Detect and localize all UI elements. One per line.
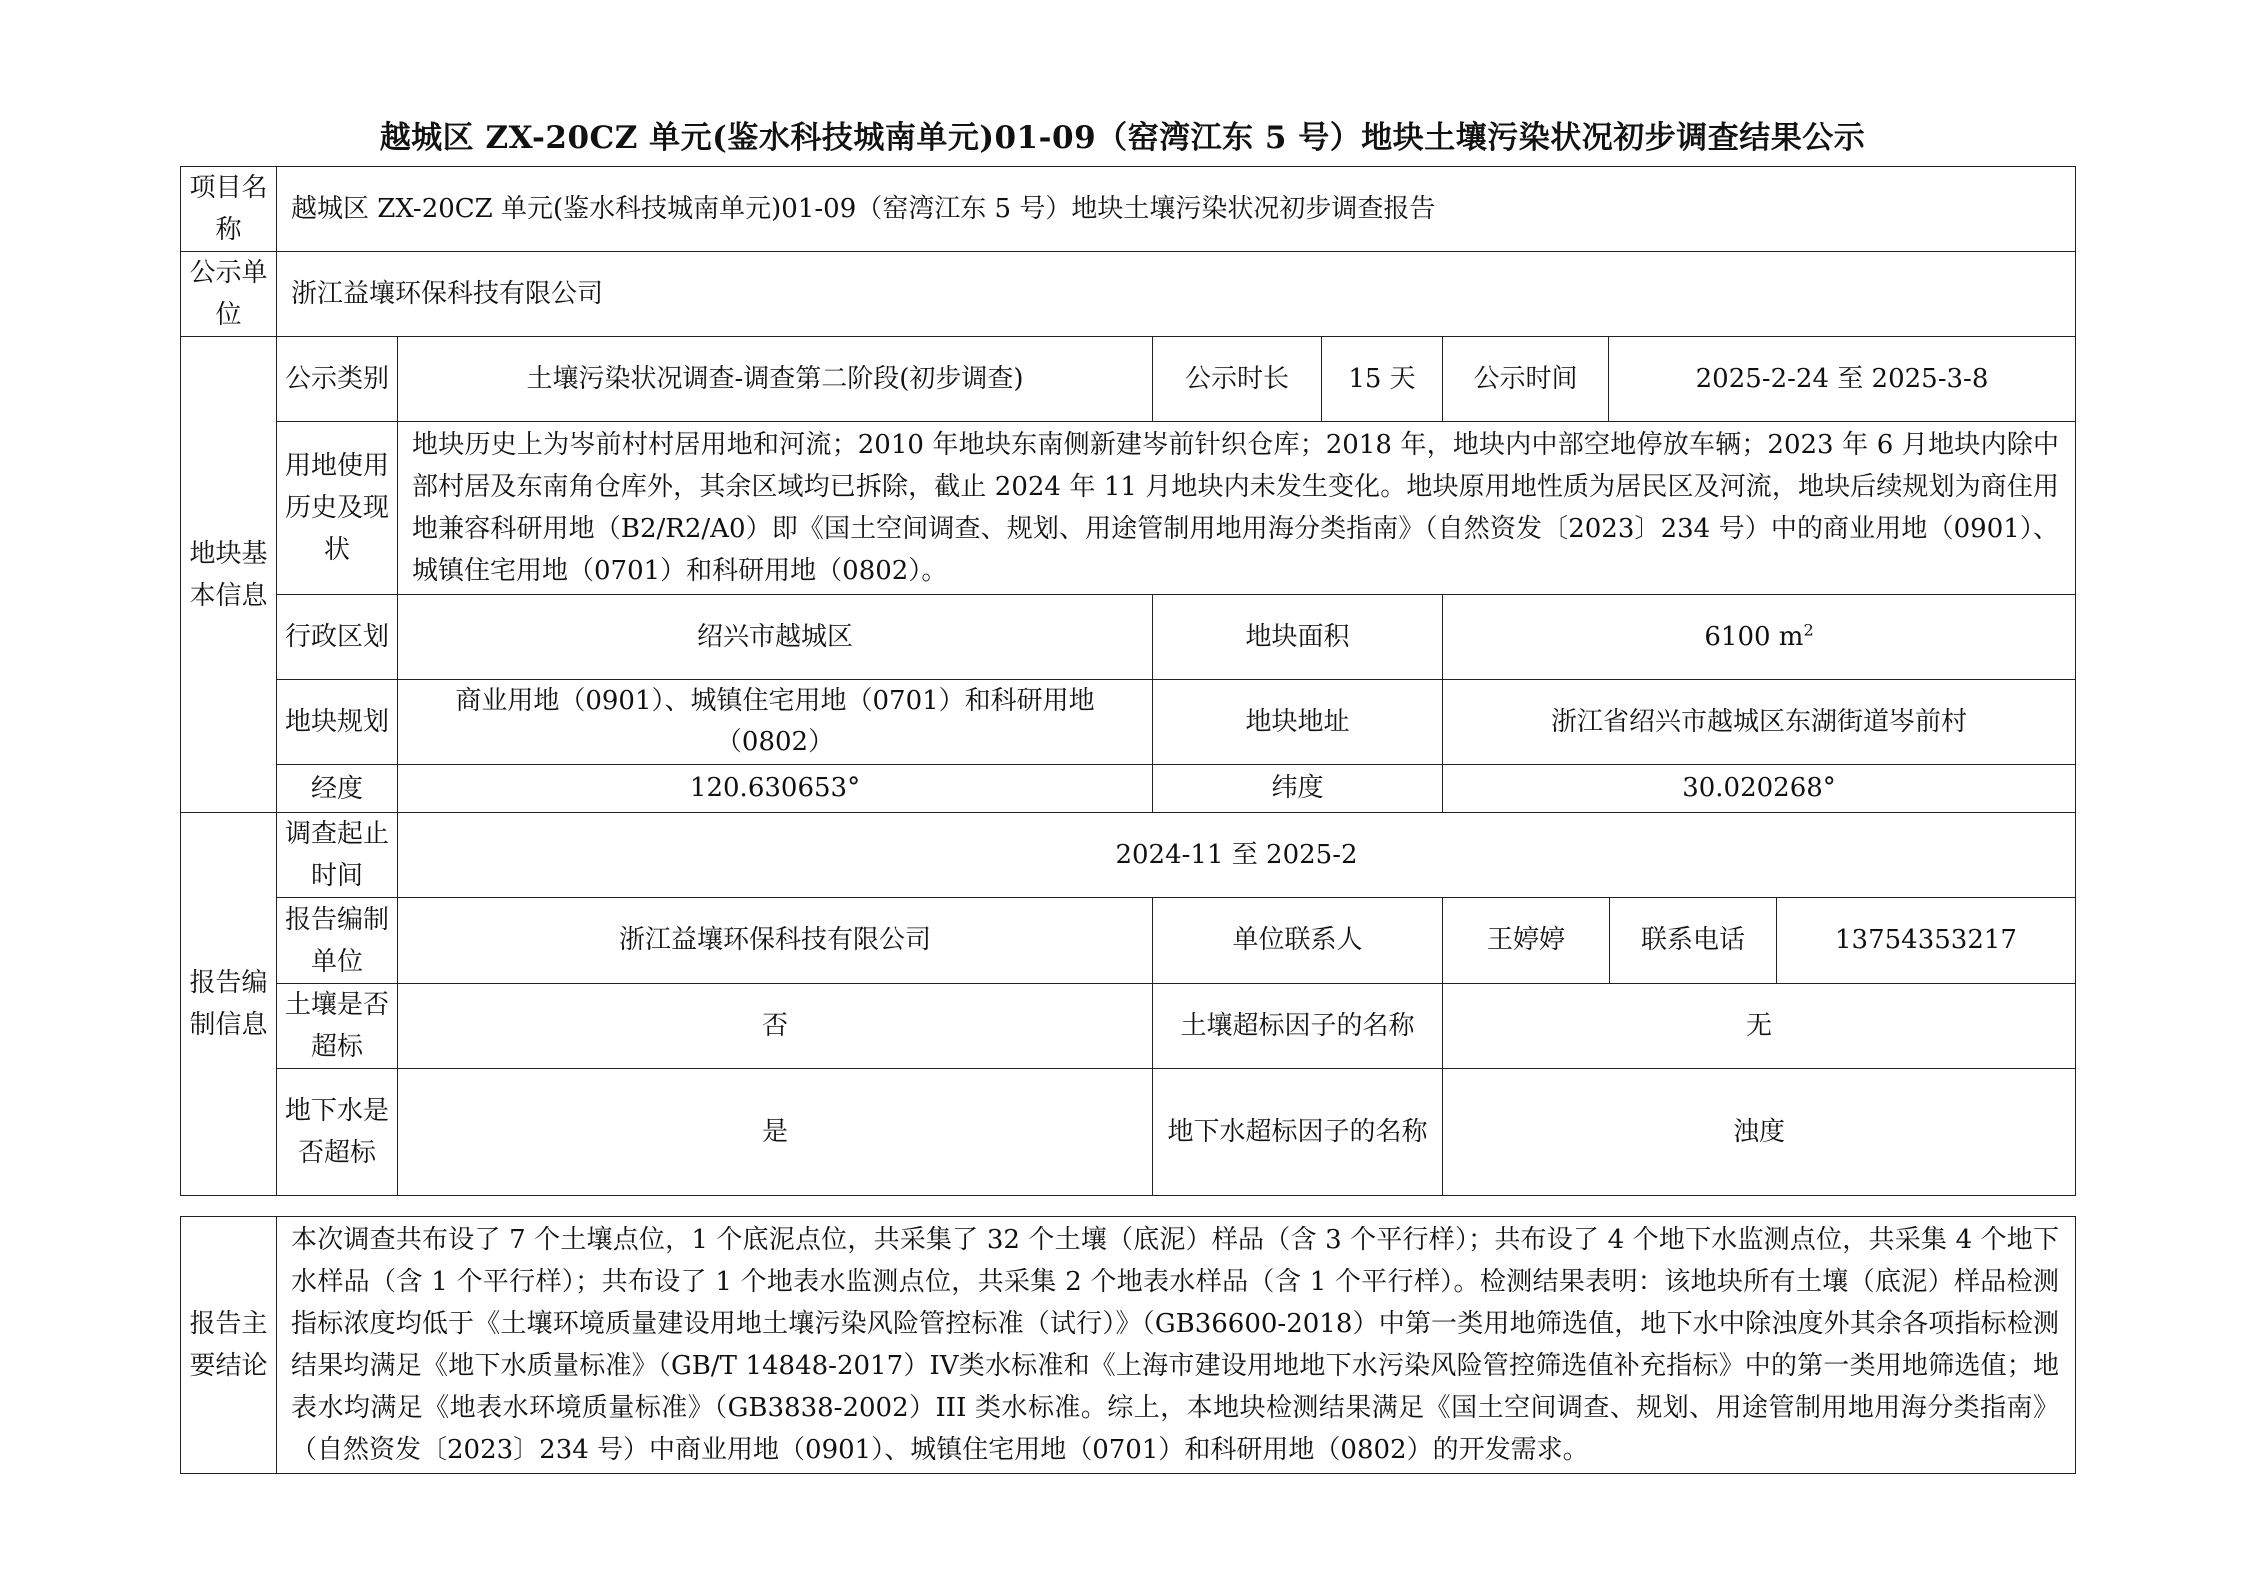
row-plan xyxy=(181,680,2076,765)
row-conclusion xyxy=(181,1217,2076,1474)
address-value: 浙江省绍兴市越城区东湖街道岑前村 xyxy=(1443,680,2076,765)
row-soil-exceed xyxy=(181,984,2076,1069)
water-value: 是 xyxy=(398,1069,1153,1196)
row-survey-time xyxy=(181,813,2076,898)
phone-value: 13754353217 xyxy=(1835,925,2017,955)
contact-value: 王婷婷 xyxy=(1443,898,1610,983)
row-land-history xyxy=(181,422,2076,595)
time-label: 调查起止时间 xyxy=(277,813,398,898)
water-factor-value: 浊度 xyxy=(1443,1069,2076,1196)
plan-value: 商业用地（0901）、城镇住宅用地（0701）和科研用地（0802） xyxy=(398,680,1153,765)
row-report-org xyxy=(181,898,2076,984)
contact-label: 单位联系人 xyxy=(1153,898,1443,984)
soil-factor-label: 土壤超标因子的名称 xyxy=(1153,984,1443,1069)
lat-value: 30.020268° xyxy=(1443,765,2076,813)
district-value: 绍兴市越城区 xyxy=(398,595,1153,680)
history-label: 用地使用历史及现状 xyxy=(277,422,398,595)
row-publicity-type xyxy=(181,337,2076,422)
period-value: 2025-2-24 至 2025-3-8 xyxy=(1609,337,2076,422)
report-section-label: 报告编制信息 xyxy=(181,813,277,1196)
row-publisher xyxy=(181,252,2076,337)
contact-phone-cell xyxy=(1443,898,2076,984)
soil-value: 否 xyxy=(398,984,1153,1069)
district-label: 行政区划 xyxy=(277,595,398,680)
row-district xyxy=(181,595,2076,680)
lon-label: 经度 xyxy=(277,765,398,813)
type-value: 土壤污染状况调查-调查第二阶段(初步调查) xyxy=(398,337,1153,422)
type-label: 公示类别 xyxy=(277,337,398,422)
info-table xyxy=(180,166,2076,1196)
org-value: 浙江益壤环保科技有限公司 xyxy=(398,898,1153,984)
address-label: 地块地址 xyxy=(1153,680,1443,765)
water-label: 地下水是否超标 xyxy=(277,1069,398,1196)
conclusion-table xyxy=(180,1216,2076,1474)
contact-phone-split xyxy=(1443,898,2075,983)
water-factor-label: 地下水超标因子的名称 xyxy=(1153,1069,1443,1196)
project-value: 越城区 ZX-20CZ 单元(鉴水科技城南单元)01-09（窑湾江东 5 号）地块土壤污染状况初步调查报告 xyxy=(277,167,2076,252)
plan-label: 地块规划 xyxy=(277,680,398,765)
history-value: 地块历史上为岑前村村居用地和河流；2010 年地块东南侧新建岑前针织仓库；2018 年，地块内中部空地停放车辆；2023 年 6 月地块内除中部村居及东南角仓库外，其余区域均已拆除，截止 2024 年 11 月地块内未发生变化。地块原用地性质为居民区及河流，地块后续规划为商住用地兼容科研用地（B2/R2/A0）即《国土空间调查、规划、用途管制用地用海分类指南》（自然资发〔2023〕234 号）中的商业用地（0901）、城镇住宅用地（0701）和科研用地（0802）。 xyxy=(398,422,2076,595)
area-value: 6100 m xyxy=(1704,621,1804,652)
lat-label: 纬度 xyxy=(1153,765,1443,813)
org-label: 报告编制单位 xyxy=(277,898,398,984)
conclusion-value: 本次调查共布设了 7 个土壤点位，1 个底泥点位，共采集了 32 个土壤（底泥）样品（含 3 个平行样）；共布设了 4 个地下水监测点位，共采集 4 个地下水样品（含 1 个平行样）；共布设了 1 个地表水监测点位，共采集 2 个地表水样品（含 1 个平行样）。检测结果表明：该地块所有土壤（底泥）样品检测指标浓度均低于《土壤环境质量建设用地土壤污染风险管控标准（试行）》（GB36600-2018）中第一类用地筛选值，地下水中除浊度外其余各项指标检测结果均满足《地下水质量标准》（GB/T 14848-2017）IV类水标准和《上海市建设用地地下水污染风险管控筛选值补充指标》中的第一类用地筛选值；地表水均满足《地表水环境质量标准》（GB3838-2002）III 类水标准。综上，本地块检测结果满足《国土空间调查、规划、用途管制用地用海分类指南》（自然资发〔2023〕234 号）中商业用地（0901）、城镇住宅用地（0701）和科研用地（0802）的开发需求。 xyxy=(277,1217,2076,1474)
time-value: 2024-11 至 2025-2 xyxy=(398,813,2076,898)
area-cell xyxy=(1443,595,2076,680)
conclusion-label: 报告主要结论 xyxy=(181,1217,277,1474)
area-unit-superscript: 2 xyxy=(1803,619,1814,639)
publisher-label: 公示单位 xyxy=(181,252,277,337)
lon-value: 120.630653° xyxy=(398,765,1153,813)
project-label: 项目名称 xyxy=(181,167,277,252)
soil-label: 土壤是否超标 xyxy=(277,984,398,1069)
duration-value: 15 天 xyxy=(1322,337,1443,422)
basic-section-label: 地块基本信息 xyxy=(181,337,277,813)
period-label: 公示时间 xyxy=(1443,337,1609,422)
row-water-exceed xyxy=(181,1069,2076,1196)
duration-label: 公示时长 xyxy=(1153,337,1322,422)
row-coordinates xyxy=(181,765,2076,813)
area-label: 地块面积 xyxy=(1153,595,1443,680)
soil-factor-value: 无 xyxy=(1443,984,2076,1069)
row-project xyxy=(181,167,2076,252)
phone-label: 联系电话 xyxy=(1610,898,1777,983)
page-title: 越城区 ZX-20CZ 单元(鉴水科技城南单元)01-09（窑湾江东 5 号）地块土壤污染状况初步调查结果公示 xyxy=(379,120,1866,156)
publisher-value: 浙江益壤环保科技有限公司 xyxy=(277,252,2076,337)
